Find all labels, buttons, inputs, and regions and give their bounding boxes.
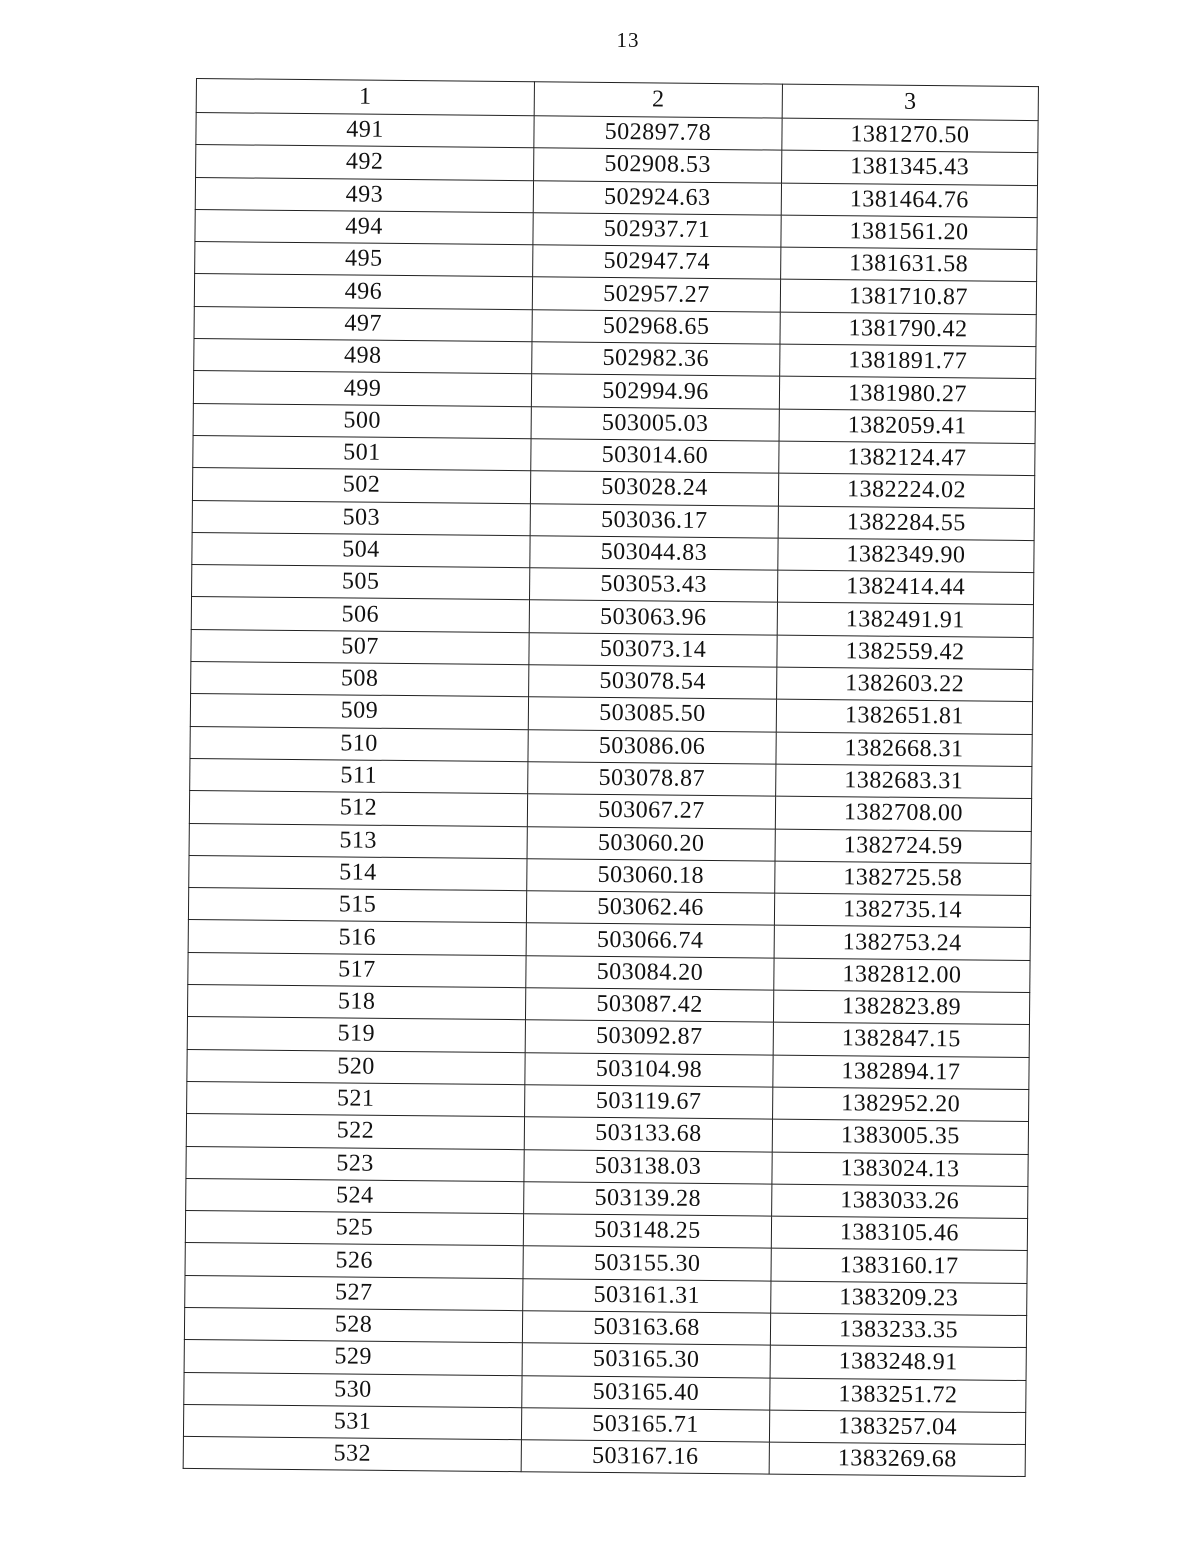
y-coordinate-cell: 1381891.77	[780, 344, 1036, 379]
table-body	[183, 113, 1038, 1477]
y-coordinate-cell: 1383233.35	[770, 1313, 1026, 1348]
x-coordinate-cell: 503066.74	[526, 923, 774, 958]
point-number-cell: 528	[184, 1307, 522, 1343]
point-number-cell: 520	[187, 1049, 525, 1085]
x-coordinate-cell: 503148.25	[523, 1214, 771, 1249]
y-coordinate-cell: 1382952.20	[773, 1087, 1029, 1122]
x-coordinate-cell: 502982.36	[532, 342, 780, 377]
y-coordinate-cell: 1382603.22	[777, 667, 1033, 702]
y-coordinate-cell: 1382668.31	[776, 732, 1032, 767]
point-number-cell: 513	[189, 823, 527, 859]
y-coordinate-cell: 1383248.91	[770, 1345, 1026, 1380]
y-coordinate-cell: 1382753.24	[774, 926, 1030, 961]
y-coordinate-cell: 1382735.14	[774, 893, 1030, 928]
y-coordinate-cell: 1381980.27	[779, 376, 1035, 411]
x-coordinate-cell: 502897.78	[534, 116, 782, 151]
coordinates-table	[183, 78, 1039, 1477]
x-coordinate-cell: 503062.46	[526, 891, 774, 926]
x-coordinate-cell: 503165.71	[521, 1408, 769, 1443]
point-number-cell: 530	[184, 1372, 522, 1408]
y-coordinate-cell: 1382059.41	[779, 409, 1035, 444]
y-coordinate-cell: 1381270.50	[782, 118, 1038, 153]
x-coordinate-cell: 502908.53	[534, 148, 782, 183]
x-coordinate-cell: 503092.87	[525, 1020, 773, 1055]
x-coordinate-cell: 502937.71	[533, 213, 781, 248]
x-coordinate-cell: 503165.30	[522, 1343, 770, 1378]
point-number-cell: 523	[186, 1146, 524, 1182]
x-coordinate-cell: 503155.30	[523, 1246, 771, 1281]
point-number-cell: 529	[184, 1340, 522, 1376]
point-number-cell: 504	[192, 532, 530, 568]
y-coordinate-cell: 1381561.20	[781, 215, 1037, 250]
point-number-cell: 493	[195, 177, 533, 213]
point-number-cell: 498	[194, 339, 532, 375]
column-header-1: 1	[196, 79, 534, 116]
x-coordinate-cell: 503044.83	[530, 536, 778, 571]
x-coordinate-cell: 503014.60	[531, 439, 779, 474]
y-coordinate-cell: 1383251.72	[770, 1378, 1026, 1413]
point-number-cell: 512	[189, 791, 527, 827]
y-coordinate-cell: 1382559.42	[777, 635, 1033, 670]
point-number-cell: 497	[194, 306, 532, 342]
point-number-cell: 521	[187, 1081, 525, 1117]
x-coordinate-cell: 502957.27	[532, 277, 780, 312]
y-coordinate-cell: 1382847.15	[773, 1022, 1029, 1057]
y-coordinate-cell: 1382812.00	[774, 958, 1030, 993]
x-coordinate-cell: 503133.68	[524, 1117, 772, 1152]
y-coordinate-cell: 1381345.43	[782, 150, 1038, 185]
y-coordinate-cell: 1381790.42	[780, 312, 1036, 347]
point-number-cell: 510	[190, 726, 528, 762]
y-coordinate-cell: 1382224.02	[778, 473, 1034, 508]
point-number-cell: 509	[190, 694, 528, 730]
point-number-cell: 524	[186, 1178, 524, 1214]
x-coordinate-cell: 502947.74	[533, 245, 781, 280]
point-number-cell: 522	[186, 1114, 524, 1150]
y-coordinate-cell: 1381464.76	[781, 183, 1037, 218]
y-coordinate-cell: 1382894.17	[773, 1055, 1029, 1090]
x-coordinate-cell: 503060.20	[527, 826, 775, 861]
point-number-cell: 506	[191, 597, 529, 633]
x-coordinate-cell: 503060.18	[527, 859, 775, 894]
x-coordinate-cell: 503063.96	[529, 600, 777, 635]
point-number-cell: 515	[188, 888, 526, 924]
x-coordinate-cell: 503138.03	[524, 1149, 772, 1184]
point-number-cell: 527	[185, 1275, 523, 1311]
y-coordinate-cell: 1383033.26	[772, 1184, 1028, 1219]
point-number-cell: 495	[195, 242, 533, 278]
x-coordinate-cell: 503078.54	[529, 665, 777, 700]
y-coordinate-cell: 1383160.17	[771, 1248, 1027, 1283]
y-coordinate-cell: 1382349.90	[778, 538, 1034, 573]
x-coordinate-cell: 503084.20	[526, 955, 774, 990]
point-number-cell: 507	[191, 629, 529, 665]
point-number-cell: 508	[191, 662, 529, 698]
x-coordinate-cell: 503028.24	[530, 471, 778, 506]
point-number-cell: 518	[187, 984, 525, 1020]
point-number-cell: 500	[193, 403, 531, 439]
x-coordinate-cell: 503053.43	[530, 568, 778, 603]
y-coordinate-cell: 1382823.89	[773, 990, 1029, 1025]
point-number-cell: 492	[196, 145, 534, 181]
point-number-cell: 496	[194, 274, 532, 310]
y-coordinate-cell: 1383105.46	[771, 1216, 1027, 1251]
column-header-2: 2	[534, 82, 782, 118]
point-number-cell: 494	[195, 209, 533, 245]
y-coordinate-cell: 1382708.00	[775, 796, 1031, 831]
x-coordinate-cell: 503085.50	[528, 697, 776, 732]
y-coordinate-cell: 1382724.59	[775, 829, 1031, 864]
y-coordinate-cell: 1383005.35	[772, 1119, 1028, 1154]
x-coordinate-cell: 503165.40	[522, 1375, 770, 1410]
x-coordinate-cell: 503167.16	[521, 1440, 769, 1475]
y-coordinate-cell: 1383257.04	[769, 1410, 1025, 1445]
coordinates-table-container	[183, 78, 1038, 1477]
y-coordinate-cell: 1383269.68	[769, 1442, 1025, 1477]
point-number-cell: 503	[192, 500, 530, 536]
x-coordinate-cell: 502924.63	[533, 180, 781, 215]
x-coordinate-cell: 503139.28	[524, 1181, 772, 1216]
y-coordinate-cell: 1382683.31	[776, 764, 1032, 799]
y-coordinate-cell: 1382491.91	[777, 603, 1033, 638]
y-coordinate-cell: 1383209.23	[771, 1281, 1027, 1316]
point-number-cell: 526	[185, 1243, 523, 1279]
y-coordinate-cell: 1382124.47	[779, 441, 1035, 476]
x-coordinate-cell: 502994.96	[531, 374, 779, 409]
x-coordinate-cell: 503005.03	[531, 406, 779, 441]
point-number-cell: 505	[192, 565, 530, 601]
point-number-cell: 525	[185, 1211, 523, 1247]
point-number-cell: 499	[193, 371, 531, 407]
page-number: 13	[616, 28, 640, 52]
y-coordinate-cell: 1382651.81	[776, 699, 1032, 734]
x-coordinate-cell: 503067.27	[527, 794, 775, 829]
y-coordinate-cell: 1382725.58	[775, 861, 1031, 896]
point-number-cell: 501	[193, 435, 531, 471]
point-number-cell: 517	[188, 952, 526, 988]
y-coordinate-cell: 1381710.87	[780, 280, 1036, 315]
x-coordinate-cell: 503119.67	[525, 1085, 773, 1120]
point-number-cell: 491	[196, 113, 534, 149]
column-header-3: 3	[782, 84, 1038, 120]
x-coordinate-cell: 503036.17	[530, 503, 778, 538]
point-number-cell: 514	[189, 855, 527, 891]
y-coordinate-cell: 1382414.44	[777, 570, 1033, 605]
point-number-cell: 516	[188, 920, 526, 956]
point-number-cell: 502	[192, 468, 530, 504]
point-number-cell: 511	[190, 758, 528, 794]
x-coordinate-cell: 502968.65	[532, 310, 780, 345]
y-coordinate-cell: 1383024.13	[772, 1152, 1028, 1187]
x-coordinate-cell: 503104.98	[525, 1052, 773, 1087]
y-coordinate-cell: 1381631.58	[781, 247, 1037, 282]
point-number-cell: 519	[187, 1017, 525, 1053]
x-coordinate-cell: 503078.87	[528, 762, 776, 797]
x-coordinate-cell: 503161.31	[523, 1278, 771, 1313]
x-coordinate-cell: 503087.42	[525, 988, 773, 1023]
x-coordinate-cell: 503073.14	[529, 632, 777, 667]
point-number-cell: 532	[183, 1437, 521, 1473]
x-coordinate-cell: 503086.06	[528, 729, 776, 764]
x-coordinate-cell: 503163.68	[522, 1311, 770, 1346]
y-coordinate-cell: 1382284.55	[778, 506, 1034, 541]
point-number-cell: 531	[183, 1404, 521, 1440]
